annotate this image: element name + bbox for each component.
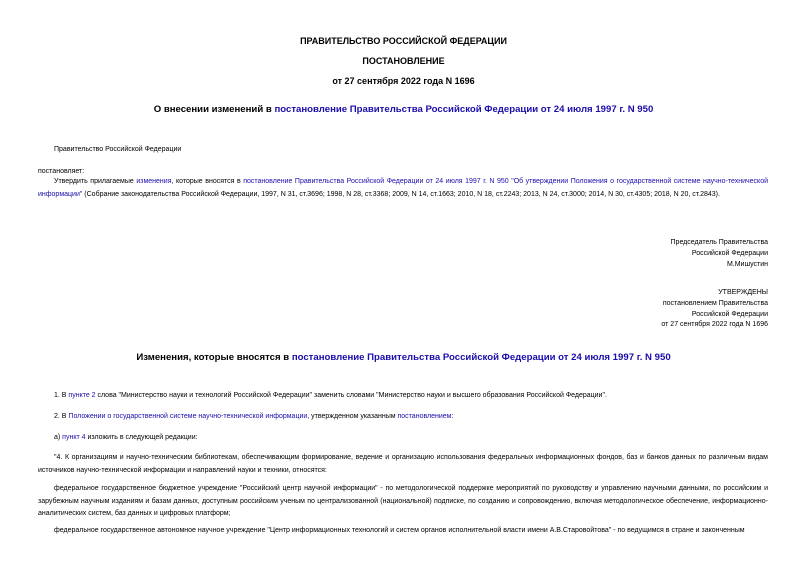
item-a [38, 432, 768, 445]
approved-block [661, 288, 768, 331]
item-2-link-resolution[interactable]: постановлением [397, 413, 452, 420]
signature-block [671, 238, 768, 270]
changes-link[interactable]: изменения [136, 178, 172, 185]
approve-text-b: , которые вносятся в [171, 178, 244, 185]
item-2-link-regulation[interactable]: Положении о государственной системе научно-технической информации [68, 413, 308, 420]
document-title [0, 104, 807, 115]
paragraph-4: "4. К организациям и научно-техническим библиотекам, обеспечивающим формирование, ведение и организацию использования федеральных информационных фондов, баз и банков данных по различным видам источников научно-технической информации и направлений науки и техники, относятся: [38, 454, 768, 474]
item-1-text-b: слова "Министерство науки и технологий Российской Федерации" заменить словами "Министерство науки и высшего образования Российской Федерации". [95, 392, 607, 399]
changes-title [0, 352, 807, 363]
changes-title-prefix: Изменения, которые вносятся в [136, 352, 292, 363]
item-a-link-point-4[interactable]: пункт 4 [62, 434, 86, 441]
signature-line-3: М.Мишустин [726, 260, 768, 268]
resolves-text: постановляет: [38, 168, 85, 175]
item-2-text-b: , утвержденном указанным [307, 413, 398, 420]
approve-text-c: (Собрание законодательства Российской Федерации, 1997, N 31, ст.3696; 1998, N 28, ст.3368; 2009, N 14, ст.1663; 2010, N 18, ст.2243; 2013, N 24, ст.3000; 2014, N 30, ст.4305; 2018, N 20, ст.2843). [82, 190, 720, 198]
approved-line-4: от 27 сентября 2022 года N 1696 [661, 321, 768, 329]
approved-line-2: постановлением Правительства [662, 299, 768, 307]
item-2-text-a: 2. В [54, 413, 69, 420]
signature-line-2: Российской Федерации [691, 249, 768, 257]
paragraph-citis: федеральное государственное автономное научное учреждение "Центр информационных технологий и систем органов исполнительной власти имени А.В.Старовойтова" - по ведущимся в стране и законченным [54, 527, 745, 534]
item-2-text-c: : [451, 413, 454, 420]
document-type: ПОСТАНОВЛЕНИЕ [362, 56, 445, 66]
paragraph-rcni: федеральное государственное бюджетное учреждение "Российский центр научной информации" - по методологической поддержке мероприятий по руководству и управлению научными данными, по российским и зарубежным научным изданиям и базам данных, доступным российским ученым по централизованной (национальной) подписке, по созданию и сопровождению, включая методологическое обеспечение, информационно-аналитических систем, баз данных и цифровых платформ; [38, 485, 768, 518]
item-a-text-a: а) [54, 434, 63, 441]
resolution-950-link[interactable]: постановление Правительства Российской Федерации от 24 июля 1997 г. N 950 "Об утверждении Положения о государственной системе научно-технической информации" [38, 178, 768, 198]
item-2 [38, 411, 768, 424]
signature-line-1: Председатель Правительства [670, 239, 768, 246]
document-title-prefix: О внесении изменений в [153, 104, 275, 115]
item-1-text-a: 1. В [54, 392, 69, 399]
changes-title-link[interactable]: постановление Правительства Российской Федерации от 24 июля 1997 г. N 950 [291, 352, 671, 363]
government-name: Правительство Российской Федерации [54, 146, 182, 153]
government-heading: ПРАВИТЕЛЬСТВО РОССИЙСКОЙ ФЕДЕРАЦИИ [300, 36, 507, 46]
approved-line-3: Российской Федерации [691, 310, 768, 318]
item-1-link-point-2[interactable]: пункте 2 [68, 392, 96, 399]
item-a-text-b: изложить в следующей редакции: [85, 434, 198, 441]
approve-text-a: Утвердить прилагаемые [54, 178, 137, 185]
approved-line-1: УТВЕРЖДЕНЫ [718, 289, 768, 296]
document-title-link[interactable]: постановление Правительства Российской Федерации от 24 июля 1997 г. N 950 [274, 104, 654, 115]
approve-paragraph [38, 176, 768, 201]
item-1 [38, 390, 768, 403]
document-date-number: от 27 сентября 2022 года N 1696 [332, 76, 475, 86]
